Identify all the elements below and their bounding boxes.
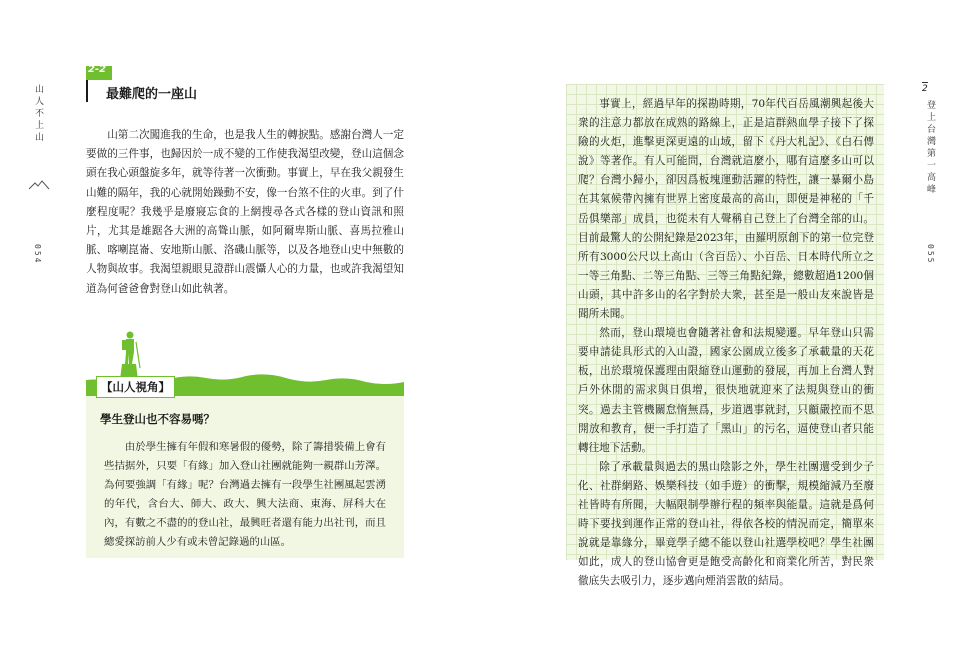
- chapter-number: 2-2: [88, 64, 107, 75]
- sidebar-tag: 【山人視角】: [96, 376, 175, 398]
- left-body-text: [86, 126, 404, 299]
- title-rule: [86, 80, 88, 102]
- sidebar-question: 學生登山也不容易嗎？: [100, 412, 215, 426]
- right-paragraph: 除了承載量與過去的黑山陰影之外，學生社團還受到少子化、社群網路、娛樂科技（如手遊）的衝擊，規模縮減乃至廢社皆時有所聞，大幅限制學辦行程的頻率與能量。這就是爲何時下要找到運作正常的登山社，得依各校的情況而定，簡單來說就是靠緣分，畢竟學子總不能以登山社選學校吧？學生社團如此，成人的登山協會更是飽受高齡化和商業化所苦，對民衆徹底失去吸引力，逐步邁向煙消雲散的結局。: [578, 460, 874, 588]
- left-page-number: 054: [33, 244, 42, 265]
- mountain-icon: [28, 180, 50, 190]
- right-paragraph: 然而，登山環境也會隨著社會和法規變遷。早年登山只需要申請徒具形式的入山證，國家公園成立後多了承載量的天花板，出於環境保護理由限縮登山運動的發展，再加上台灣人對戶外休閒的需求與日俱增，很快地就迎來了法規與登山的衝突。過去主管機關怠惰無爲，步道遇事就封，只顧嚴控而不思開放和教育，便一手打造了「黑山」的污名，逼使登山者只能轉往地下活動。: [578, 327, 874, 454]
- left-paragraph: 山第二次闖進我的生命，也是我人生的轉捩點。感謝台灣人一定要做的三件事，也歸因於一成不變的工作使我渴望改變，登山這個念頭在我心頭盤旋多年，就等待著一次衝動。事實上，早在我父親發生山難的隔年，我的心就開始躁動不安，像一台煞不住的火車。到了什麼程度呢？我幾乎是廢寢忘食的上網搜尋各式各樣的登山資訊和照片，尤其是雄踞各大洲的高聳山脈，如阿爾卑斯山脈、喜馬拉雅山脈、喀喇崑崙、安地斯山脈、洛磯山脈等，以及各地登山史中無數的人物與故事。我渴望親眼見證群山震懾人心的力量，也或許我渴望知道為何爸爸會對登山如此執著。: [86, 129, 404, 295]
- right-margin-chapter-title: 登上台灣第一高峰: [925, 100, 935, 196]
- right-margin-chapter-number: 2: [922, 84, 928, 94]
- right-body-text: [578, 95, 874, 591]
- sidebar-text: [104, 438, 386, 552]
- section-title: 最難爬的一座山: [106, 87, 198, 102]
- sidebar-paragraph: 由於學生擁有年假和寒暑假的優勢，除了籌措裝備上會有些拮据外，只要「有緣」加入登山社團就能夠一親群山芳澤。為何要強調「有緣」呢？台灣過去擁有一段學生社團風起雲湧的年代，含台大、師大、政大、興大法商、東海、屏科大在內，有數之不盡的的登山社，最興旺者還有能力出社刊，而且總愛探訪前人少有或未曾記錄過的山區。: [104, 441, 386, 548]
- right-paragraph: 事實上，經過早年的探勘時期，70年代百岳風潮興起後大衆的注意力都放在成熟的路線上，正是這群熱血學子接下了探險的火炬，進擊更深更遠的山域，留下《丹大札記》、《白石傳說》等著作。有人可能問，台灣就這麼小，哪有這麼多山可以爬？台灣小歸小，卻因爲板塊運動活躍的特性，讓一暴爾小島在其氣候帶內擁有世界上密度最高的高山，即便是神秘的「千岳俱樂部」成員，也從未有人聲稱自己登上了台灣全部的山。目前最驚人的公開紀錄是2023年，由羅明原創下的第一位完登所有3000公尺以上高山（含百岳）、小百岳、日本時代所立之一等三角點、二等三角點、三等三角點紀錄，總數超過1200個山頭，其中許多山的名字對於大衆，甚至是一般山友來說皆是聞所未聞。: [578, 98, 874, 321]
- left-margin-book-title: 山人不上山: [33, 84, 43, 144]
- right-page-number: 055: [926, 244, 935, 265]
